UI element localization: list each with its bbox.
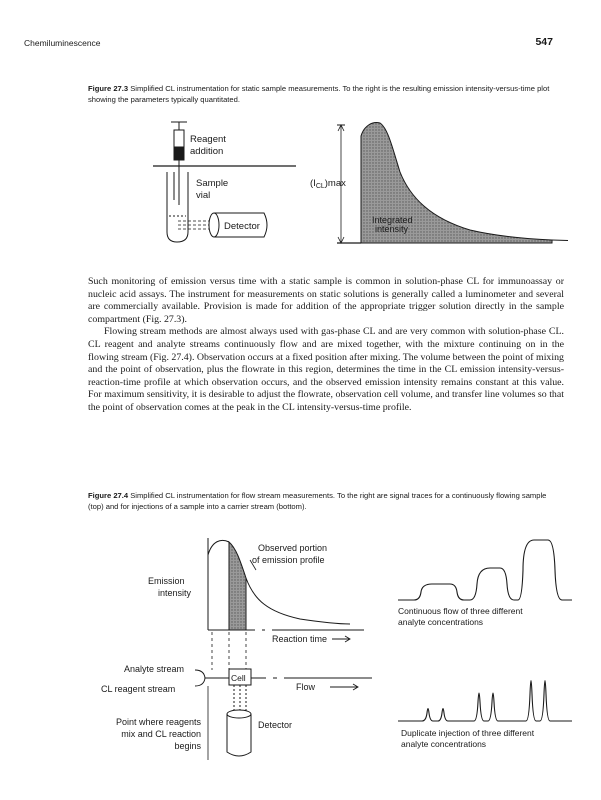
sample-label-1: Sample bbox=[196, 178, 229, 189]
peak-max-label: $(I_{CL})\max$ bbox=[310, 178, 346, 190]
paragraph-1: Such monitoring of emission versus time with a static sample is common in solution-phase CL for immunoassay or nucleic acid assays. The instrument for measurements on static solutions is generally called a luminometer and several are commercially available. Provision is made for addition of the appropriate trigger solution directly in the sample compartment (Fig. 27.3). bbox=[88, 276, 564, 325]
continuous-label-2: analyte concentrations bbox=[398, 617, 484, 627]
reaction-time-arrow-icon bbox=[332, 636, 350, 642]
flow-arrow-icon bbox=[330, 684, 358, 690]
cell-label: Cell bbox=[231, 673, 246, 683]
detector-label: Detector bbox=[224, 221, 260, 232]
flow-system bbox=[195, 669, 372, 711]
reagent-label-1: Reagent bbox=[190, 134, 226, 145]
point-label-1: Point where reagents bbox=[115, 717, 201, 727]
detector-label-2: Detector bbox=[258, 720, 293, 730]
cl-reagent-stream-label: CL reagent stream bbox=[101, 684, 176, 694]
observed-portion bbox=[229, 542, 246, 630]
continuous-flow-trace bbox=[398, 540, 572, 600]
duplicate-label-2: analyte concentrations bbox=[401, 739, 487, 749]
integrated-label-2: intensity bbox=[375, 224, 409, 234]
reaction-time-label: Reaction time bbox=[272, 634, 328, 644]
running-head: Chemiluminescence bbox=[24, 38, 101, 48]
reagent-label-2: addition bbox=[190, 146, 224, 157]
injection-trace bbox=[398, 681, 572, 722]
figure-27-4-label: Figure 27.4 bbox=[88, 491, 129, 500]
integrated-label-1: Integrated bbox=[372, 215, 413, 225]
analyte-stream-label: Analyte stream bbox=[124, 664, 185, 674]
point-label-2: mix and CL reaction bbox=[121, 729, 201, 739]
paragraph-2: Flowing stream methods are almost always used with gas-phase CL and are very common with solution-phase CL. CL reagent and analyte streams continuously flow and are mixed together, with the mixture continuing on in the flowing stream (Fig. 27.4). Observation occurs at a fixed position after mixing. The volume between the point of mixing and the point of observation, plus the flowrate in this region, determines the time in the CL emission intensity-versus-reaction-time profile at which observation occurs, and the observed emission intensity remains constant at this value. For maximum sensitivity, it is desirable to adjust the flowrate, observation cell volume, and transfer line volumes so that the point of observation comes at the peak in the CL intensity-versus-time profile. bbox=[88, 326, 564, 413]
figure-27-3-caption-text: Simplified CL instrumentation for static sample measurements. To the right is the resulting emission intensity-versus-time plot showing the parameters typically quantitated. bbox=[88, 84, 550, 104]
figure-27-3-label: Figure 27.3 bbox=[88, 84, 129, 93]
continuous-label-1: Continuous flow of three different bbox=[398, 606, 523, 616]
observed-label-1: Observed portion bbox=[258, 543, 328, 553]
page-number: 547 bbox=[535, 36, 553, 48]
point-label-3: begins bbox=[174, 741, 201, 751]
figure-27-4-caption-text: Simplified CL instrumentation for flow stream measurements. To the right are signal traces for a continuously flowing sample (top) and for injections of a sample into a carrier stream (bottom). bbox=[88, 491, 547, 511]
emission-label-1: Emission bbox=[148, 576, 185, 586]
emission-label-2: intensity bbox=[158, 588, 192, 598]
flow-label: Flow bbox=[296, 682, 316, 692]
sample-label-2: vial bbox=[196, 190, 211, 201]
flow-detector bbox=[227, 710, 251, 756]
duplicate-label-1: Duplicate injection of three different bbox=[401, 728, 535, 738]
observed-label-2: of emission profile bbox=[252, 555, 325, 565]
